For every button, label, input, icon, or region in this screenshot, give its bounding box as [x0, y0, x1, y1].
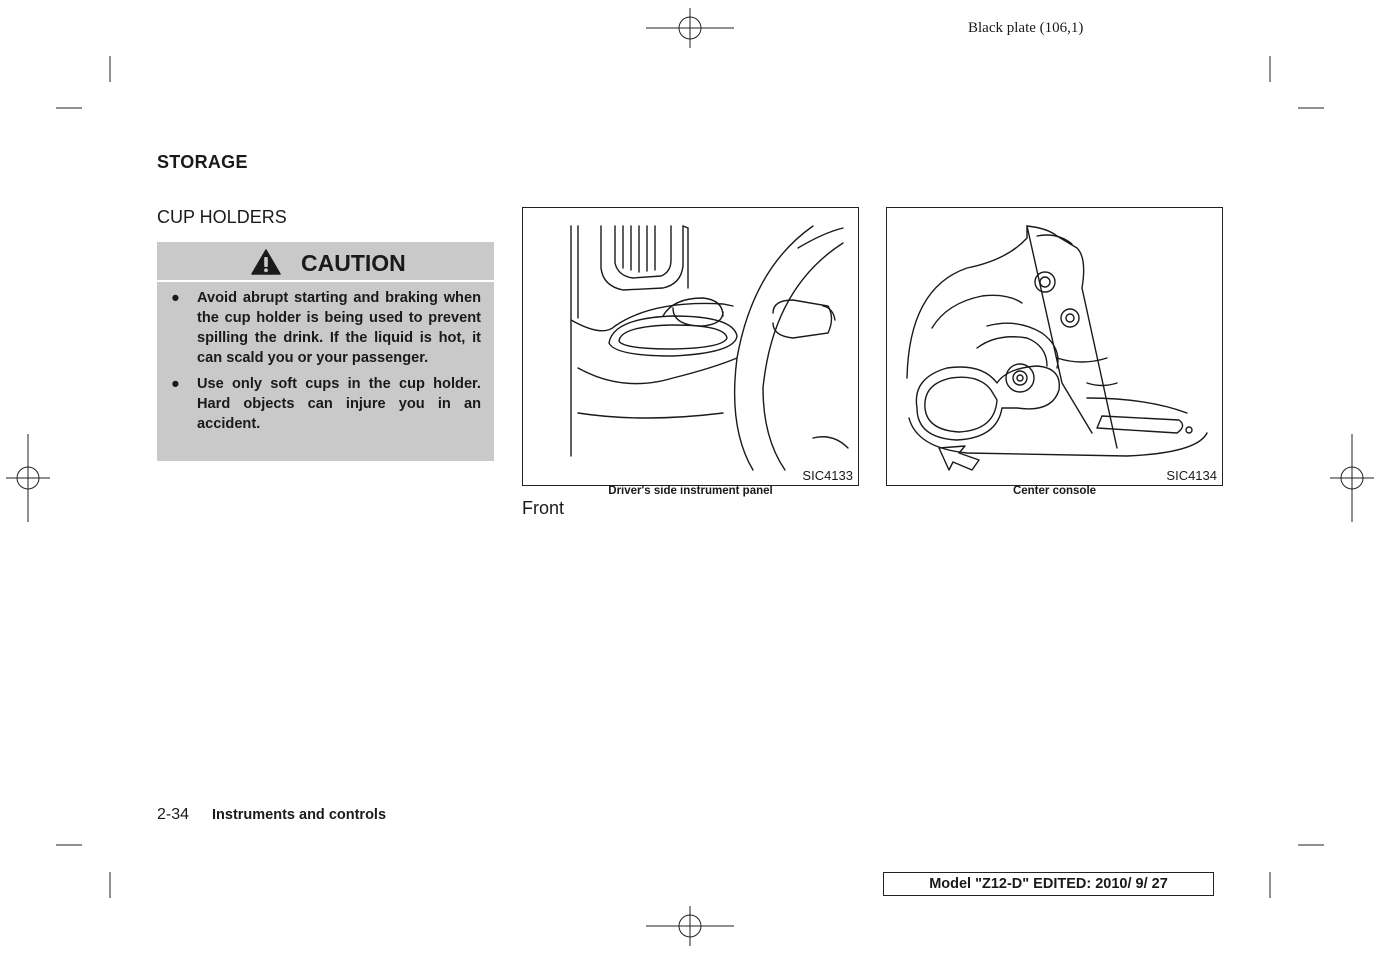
figure-code: SIC4134: [1166, 468, 1217, 483]
subsection-title: CUP HOLDERS: [157, 207, 287, 227]
caution-box: [157, 242, 494, 461]
caution-item-text: Use only soft cups in the cup holder. Hard objects can injure you in an accident.: [197, 376, 481, 432]
figure-instrument-panel: [522, 207, 859, 486]
center-console-illustration: [887, 208, 1222, 485]
caution-item: [157, 288, 494, 368]
bullet: ●: [171, 376, 180, 392]
plate-label: Black plate (106,1): [968, 20, 1084, 36]
front-label: Front: [522, 498, 565, 518]
page-number: 2-34: [157, 806, 190, 823]
instrument-panel-illustration: [523, 208, 858, 485]
warning-triangle-icon: [251, 249, 281, 275]
model-edited-box: Model "Z12-D" EDITED: 2010/ 9/ 27: [883, 872, 1214, 896]
figure-caption: Center console: [1012, 485, 1097, 497]
figure-center-console: [886, 207, 1223, 486]
caution-item: [157, 374, 494, 434]
section-title: STORAGE: [157, 152, 248, 172]
bullet: ●: [171, 290, 180, 306]
caution-title: CAUTION: [301, 250, 406, 276]
caution-list: [157, 288, 494, 440]
figure-code: SIC4133: [802, 468, 853, 483]
caution-item-text: Avoid abrupt starting and braking when the cup holder is being used to prevent spilling the drink. If the liquid is hot, it can scald you or your passenger.: [197, 290, 481, 366]
footer-section-name: Instruments and controls: [212, 807, 387, 823]
figure-caption: Driver's side instrument panel: [608, 485, 773, 497]
caution-header: [157, 242, 494, 282]
